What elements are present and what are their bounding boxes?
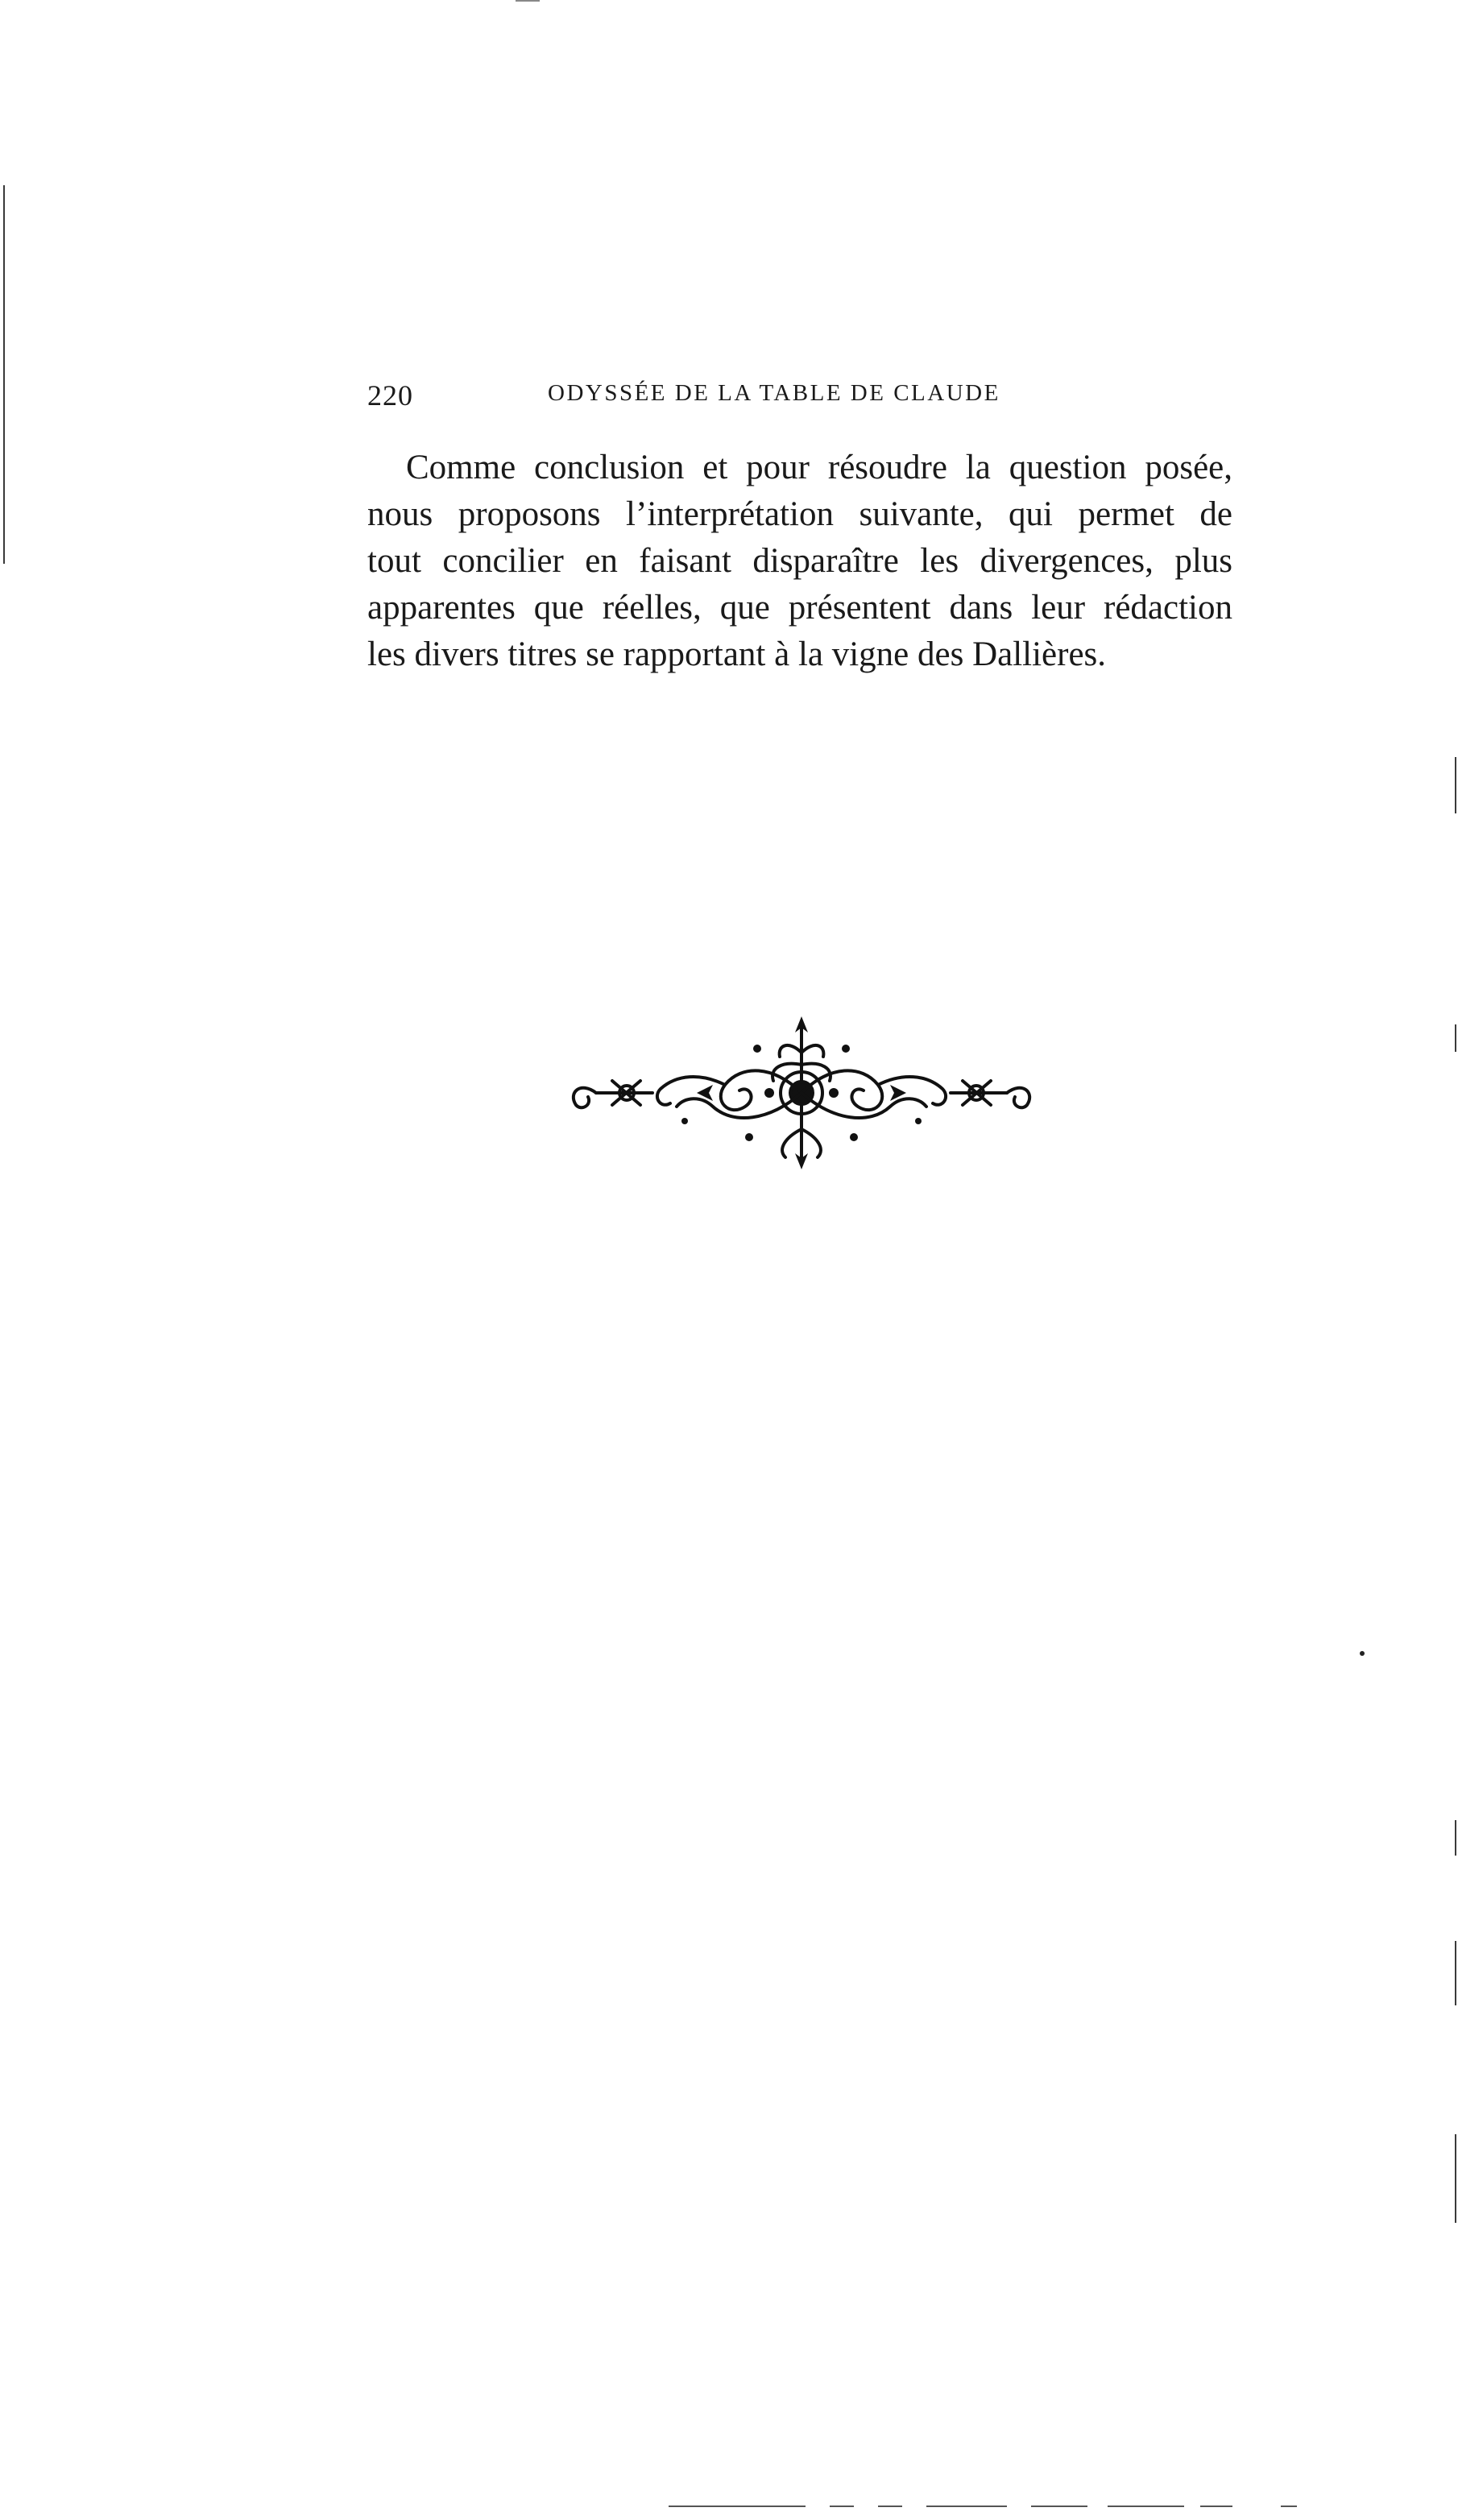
floral-fleuron-ornament-icon xyxy=(564,1016,1039,1169)
paragraph-line: nous proposons l’interprétation suivante, qui permet de xyxy=(367,495,1232,533)
paragraph-line: Comme conclusion et pour résoudre la question posée, xyxy=(406,449,1232,486)
paragraph-line: apparentes que réelles, que présentent dans leur rédaction xyxy=(367,589,1232,627)
paragraph-line: les divers titres se rapportant à la vigne des Dallières. xyxy=(367,635,1107,673)
scan-edge-mark xyxy=(3,185,5,564)
running-header xyxy=(367,379,1046,427)
running-title: ODYSSÉE DE LA TABLE DE CLAUDE xyxy=(548,380,1000,406)
scan-edge-mark xyxy=(1455,1941,1456,2005)
scan-edge-mark xyxy=(1455,757,1456,813)
page-number: 220 xyxy=(367,379,413,412)
scan-edge-mark xyxy=(516,0,540,2)
scan-edge-mark xyxy=(1455,1024,1456,1052)
paragraph-line: tout concilier en faisant disparaître les divergences, plus xyxy=(367,542,1232,580)
ink-speck xyxy=(1360,1651,1365,1656)
scan-edge-mark xyxy=(1455,2134,1456,2223)
bottom-scan-dashes xyxy=(669,2505,1313,2508)
scan-edge-mark xyxy=(1455,1820,1456,1856)
body-paragraph xyxy=(367,445,1232,678)
